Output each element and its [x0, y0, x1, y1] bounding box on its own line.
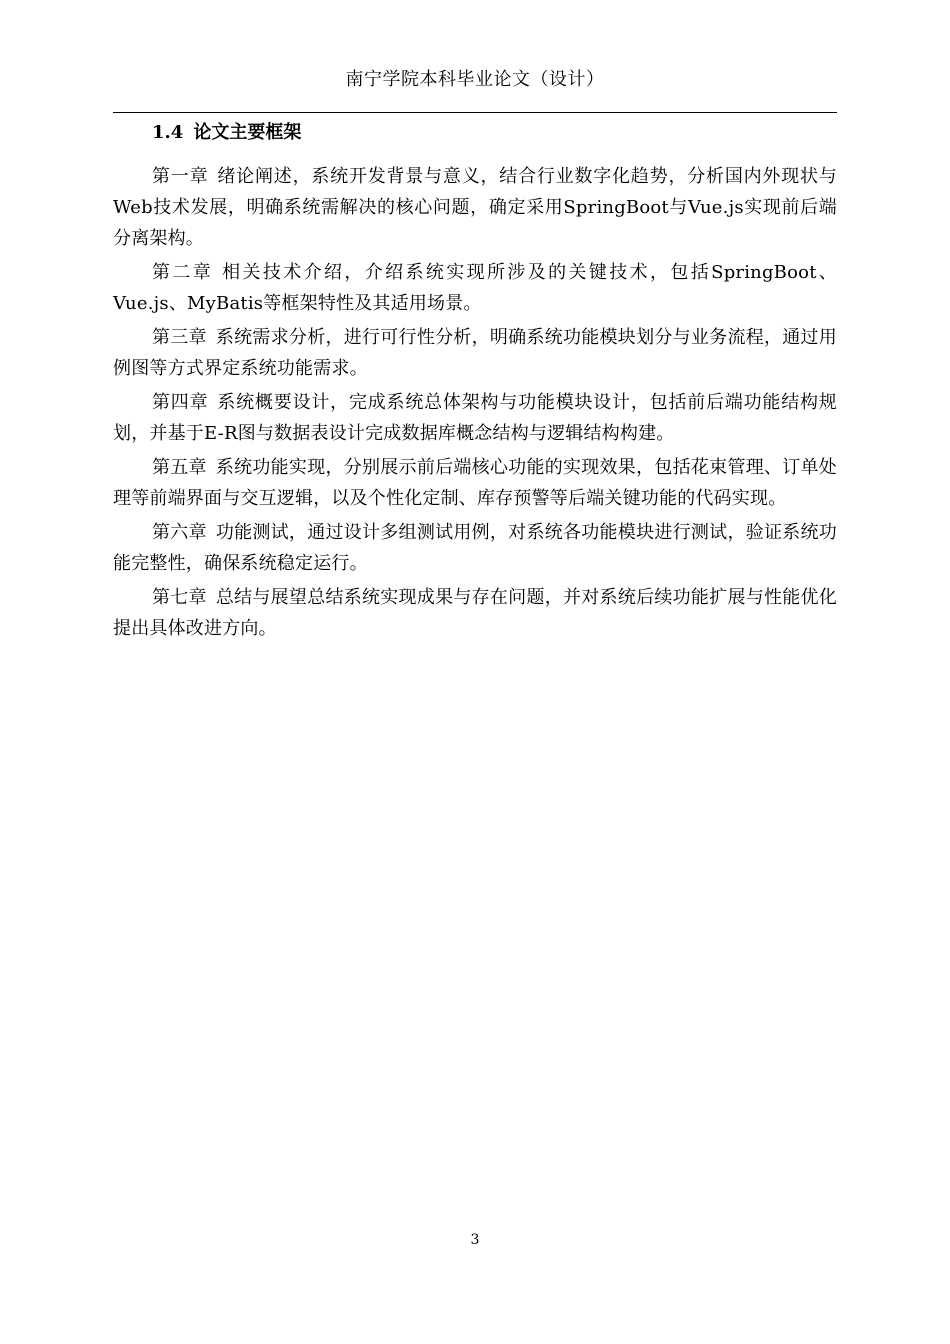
- paragraph-text: 功能测试，通过设计多组测试用例，对系统各功能模块进行测试，验证系统功能完整性，确保系统稳定运行。: [113, 522, 838, 574]
- paragraph-text: 相关技术介绍，介绍系统实现所涉及的关键技术，包括SpringBoot、Vue.js、MyBatis等框架特性及其适用场景。: [113, 262, 837, 314]
- paragraph-text: 系统概要设计，完成系统总体架构与功能模块设计，包括前后端功能结构规划，并基于E-R图与数据表设计完成数据库概念结构与逻辑结构构建。: [113, 392, 837, 444]
- chapter-label: 第四章: [152, 392, 209, 413]
- page-number: 3: [470, 1232, 480, 1248]
- paragraph-chapter-3: [113, 322, 837, 384]
- paragraph-text: 系统功能实现，分别展示前后端核心功能的实现效果，包括花束管理、订单处理等前端界面与交互逻辑，以及个性化定制、库存预警等后端关键功能的代码实现。: [113, 457, 838, 509]
- chapter-label: 第二章: [152, 262, 214, 283]
- paragraph-chapter-7: [113, 582, 837, 644]
- paragraph-text: 绪论阐述，系统开发背景与意义，结合行业数字化趋势，分析国内外现状与Web技术发展，明确系统需解决的核心问题，确定采用SpringBoot与Vue.js实现前后端分离架构。: [113, 166, 837, 249]
- chapter-label: 第三章: [152, 327, 207, 348]
- paragraph-chapter-5: [113, 452, 837, 514]
- paragraph-text: 系统需求分析，进行可行性分析，明确系统功能模块划分与业务流程，通过用例图等方式界定系统功能需求。: [113, 327, 838, 379]
- chapter-label: 第六章: [152, 522, 207, 543]
- chapter-label: 第五章: [152, 457, 207, 478]
- section-number: 1.4: [152, 122, 184, 143]
- paragraph-chapter-6: [113, 517, 837, 579]
- header-divider: [113, 112, 837, 113]
- body-text: [113, 161, 837, 647]
- page-header: 南宁学院本科毕业论文（设计）: [345, 69, 605, 90]
- section-title: 论文主要框架: [193, 122, 302, 143]
- paragraph-chapter-2: [113, 257, 837, 319]
- chapter-label: 第七章: [152, 587, 207, 608]
- section-heading: [152, 118, 301, 148]
- paragraph-chapter-1: [113, 161, 837, 254]
- paragraph-text: 总结与展望总结系统实现成果与存在问题，并对系统后续功能扩展与性能优化提出具体改进方向。: [113, 587, 838, 639]
- paragraph-chapter-4: [113, 387, 837, 449]
- chapter-label: 第一章: [152, 166, 209, 187]
